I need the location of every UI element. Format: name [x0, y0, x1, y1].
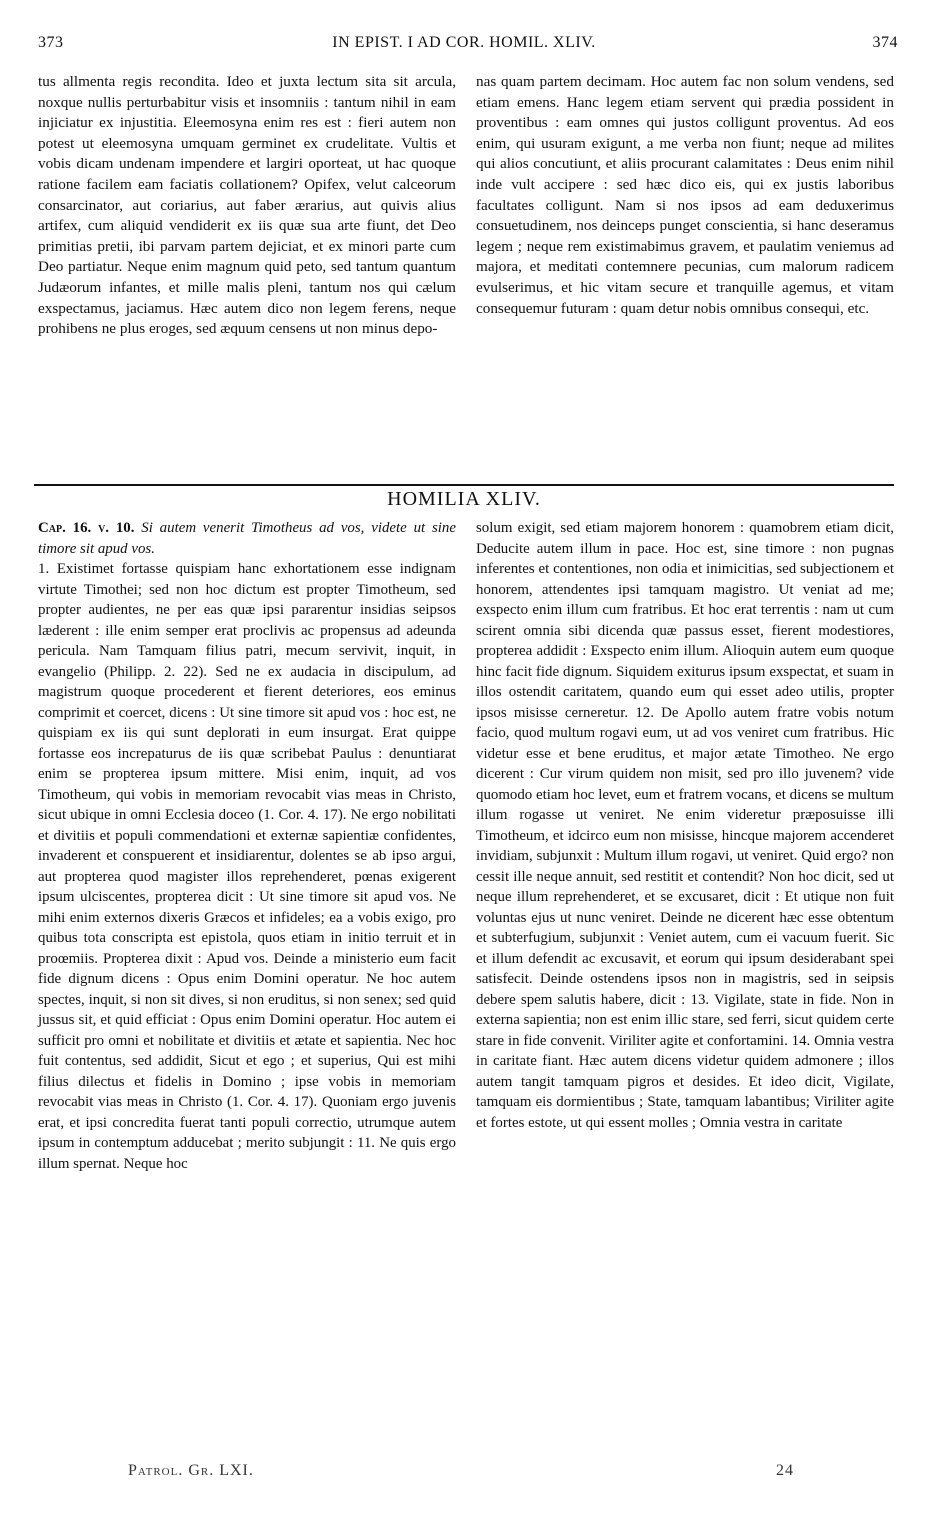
top-right-column — [476, 72, 894, 319]
chapter-text: Si autem venerit Timotheus ad vos, videte ut sine timore sit apud vos. — [38, 520, 456, 557]
chapter-label: Cap. 16. v. 10. — [38, 520, 135, 536]
footer-sheet-number: 24 — [776, 1462, 794, 1479]
page-number-right: 374 — [872, 34, 898, 51]
bottom-right-column — [476, 518, 894, 1133]
bottom-right-text: solum exigit, sed etiam majorem honorem : quamobrem etiam dicit, Deducite autem illum in pace. Hoc est, sine timore : non pugnas inferentes et contentiones, non odia et inimicitias, sed subjectionem et honorem, attendentes ipsi tamquam magistro. Ut veniat ad me; exspecto enim illum cum fratribus. Et hoc erat terrentis : nam ut cum scirent omnia sibi dicenda quæ passus esset, fierent modestiores, propterea addidit : Exspecto enim illum. Alioquin autem eum quoque hinc facit fide dignum. Siquidem exiturus ipsum exspectat, et suam in illos ostendit caritatem, quando eum qui esset adeo utilis, propter ipsos misisse cerneretur. 12. De Apollo autem fratre vobis notum facio, quod multum rogavi eum, ut ad vos veniret cum fratribus. Hic videtur esse et bene eruditus, et major ætate Timotheo. Ne ergo dicerent : Cur virum quidem non misit, sed pro illo juvenem? vide quomodo etiam hoc levet, eum et fratrem vocans, et dicens se multum illum rogasse ut veniret. Ne enim videretur præposuisse illi Timotheum, et idcirco eum non misisse, hincque majorem accenderet invidiam, subjunxit : Multum illum rogavi, ut veniret. Quid ergo? non cessit ille neque annuit, sed restitit et contendit? Non hoc dicit, sed ut neque illum reprehenderet, et se excusaret, dicit : Et utique non fuit voluntas ejus ut nunc veniret. Deinde ne dicerent hæc esse obtentum et subterfugium, subjunxit : Veniet autem, cum ei vacuum fuerit. Sic et illum defendit ac excusavit, et eorum qui ipsum desiderabant spei satisfecit. Deinde ostendens ipsos non in magistris, sed in seipsis debere spem salutis habere, dicit : 13. Vigilate, state in fide. Non in externa sapientia; non est enim illic stare, sed ferri, sicut quidem certe stare in fide convenit. Viriliter agite et confortamini. 14. Omnia vestra in caritate fiant. Hæc autem dicens videtur quidem admonere ; illos autem tangit tamquam pigros et desides. Et ideo dicit, Vigilate, tamquam eis dormientibus ; State, tamquam labantibus; Viriliter agite et fortes estote, ut qui essent molles ; Omnia vestra in caritate — [476, 520, 894, 1131]
bottom-left-column — [38, 518, 456, 1174]
top-right-text: nas quam partem decimam. Hoc autem fac non solum vendens, sed etiam emens. Hanc legem etiam servent qui prædia possident in proventibus : eam omnes qui justos colligunt proventus. Ad eos enim, qui usuram exigunt, a me verba non fiunt; neque ad milites qui alios concutiunt, et aliis procurant calamitates : Deus enim nihil inde vult accipere : sed hæc dico eis, qui ex justis laboribus facultates colligunt. Nam si nos ipsos ad eam deduxerimus consuetudinem, nos deinceps punget conscientia, si hanc deseramus legem ; neque rem existimabimus gravem, et paulatim veniemus ad majora, et meditati contemnere pecunias, cum malorum radicem evulserimus, et hic vitam secure et tranquille agemus, et vitam consequemur futuram : quam detur nobis omnibus consequi, etc. — [476, 73, 894, 317]
top-left-column — [38, 72, 456, 340]
running-head — [30, 34, 898, 58]
footer — [0, 1462, 928, 1488]
running-title: IN EPIST. I AD COR. HOMIL. XLIV. — [332, 34, 596, 51]
bottom-left-text: 1. Existimet fortasse quispiam hanc exhortationem esse indignam virtute Timothei; sed non hoc dictum est propter Timotheum, sed propter audientes, ne per eas quæ ipsi pararentur insidias seipsos læderent : ille enim semper erat proclivis ac propensus ad adeunda pericula. Nam Tamquam filius patri, mecum servivit, inquit, in evangelio (Philipp. 2. 22). Sed ne ex audacia in discipulum, ad magistrum quoque procederent et fierent deteriores, eos eminus comprimit et coercet, dicens : Ut sine timore sit apud vos : hoc est, ne quispiam ex iis qui sunt deplorati in eum insurgat. Erat quippe fortasse eos increpaturus de iis quæ scribebat Paulus : denuntiarat enim se propterea ipsum mittere. Misi enim, inquit, ad vos Timotheum, qui vobis in memoriam revocabit vias meas in Christo, sicut ubique in omni Ecclesia doceo (1. Cor. 4. 17). Ne ergo nobilitati et divitiis et populi commendationi et externæ sapientiæ confidentes, invaderent et conspuerent et insidiarentur, dolentes se ab ipso argui, aut propterea quod magister illos reprehenderet, pœnas exigerent ipsum ulciscentes, propterea dicit : Ut sine timore sit apud vos. Ne mihi enim externos dixeris Græcos et infideles; ea a vobis exigo, pro quibus tota conscripta est epistola, quos etiam in initio terruit et in proœmiis. Propterea dixit : Apud vos. Deinde a ministerio eum facit fide dignum dicens : Opus enim Domini operatur. Ne hoc autem spectes, inquit, si non sit dives, si non eruditus, si non senex; sed quid jussus sit, et quid efficiat : Opus enim Domini operatur. Hoc autem ei sufficit pro omni et nobilitate et divitiis et ætate et sapientia. Nec hoc fuit contentus, sed addidit, Sicut et ego ; et superius, Qui est mihi filius dilectus et fidelis in Domino ; ipse vobis in memoriam revocabit vias meas in Christo (1. Cor. 4. 17). Quoniam ergo juvenis erat, et ipsi concredita fuerat tanti populi correctio, utrumque autem ipsum in contemptum adducebat ; merito subjungit : 11. Ne quis ergo illum spernat. Neque hoc — [38, 561, 456, 1172]
section-divider — [34, 484, 894, 486]
homily-title: HOMILIA XLIV. — [387, 488, 541, 510]
page-number-left: 373 — [38, 34, 64, 51]
chapter-verse-line — [38, 518, 456, 559]
footer-signature: Patrol. Gr. LXI. — [128, 1462, 254, 1479]
top-left-text: tus allmenta regis recondita. Ideo et juxta lectum sita sit arcula, noxque nullis perturbabitur visis et insomniis : tantum nihil in eam injiciatur ex injustitia. Eleemosyna enim res est : fieri autem non potest ut eleemosyna umquam germinet ex crudelitate. Vultis et vobis dicam undenam impendere et largiri oporteat, ut hac quoque ratione facilem eam faciatis collationem? Opifex, velut calceorum consarcinator, aut coriarius, aut faber ærarius, aut quivis alius artifex, cum aliquid vendiderit ex iis quæ sua arte fiunt, det Deo primitias pretii, ibi parvam partem dejiciat, et ex minori parte cum Deo partiatur. Neque enim magnum quid peto, sed tantum quantum Judæorum infantes, et mille malis pleni, tantum nos qui cælum exspectamus, jaciamus. Hæc autem dico non legem ferens, neque prohibens ne plus eroges, sed æquum censens ut non minus depo- — [38, 73, 456, 338]
